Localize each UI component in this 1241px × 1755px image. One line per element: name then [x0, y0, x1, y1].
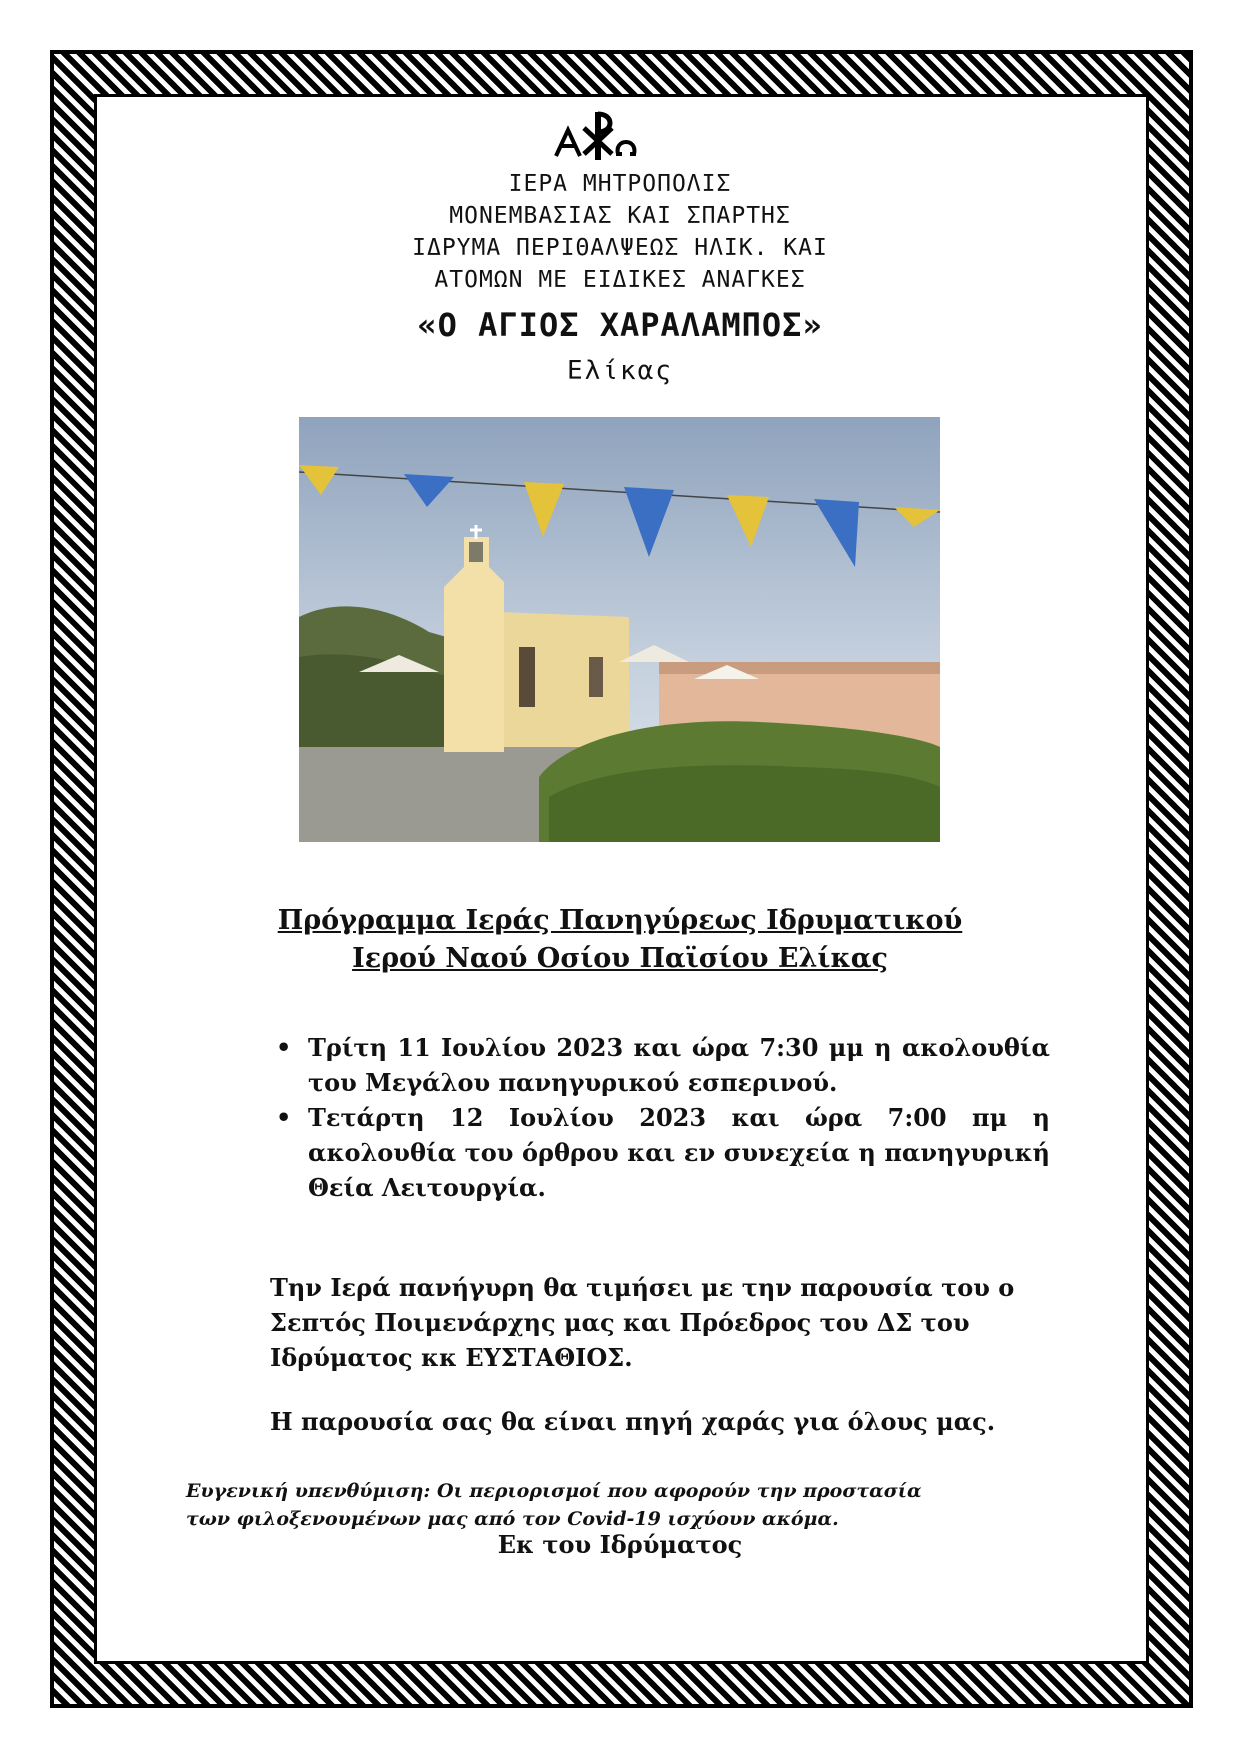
note-line: των φιλοξενουμένων μας από τον Covid-19 ισχύουν ακόμα.	[186, 1508, 839, 1530]
bullet-icon: •	[276, 1033, 292, 1062]
program-title-line: Ιερού Ναού Οσίου Παϊσίου Ελίκας	[352, 943, 888, 974]
signature: Εκ του Ιδρύματος	[497, 1530, 743, 1559]
chapel-with-flags-photo	[299, 417, 940, 842]
header-line: ΙΔΡΥΜΑ ΠΕΡΙΘΑΛΨΕΩΣ ΗΛΙΚ. ΚΑΙ	[412, 235, 828, 261]
program-title	[120, 902, 1120, 978]
list-item	[270, 1030, 1050, 1100]
celtic-border	[50, 50, 1193, 1708]
list-item	[270, 1100, 1050, 1205]
event-list	[270, 1030, 1050, 1205]
event-text: Τετάρτη 12 Ιουλίου 2023 και ώρα 7:00 πμ η ακολουθία του όρθρου και εν συνεχεία η πανηγυρική Θεία Λειτουργία.	[308, 1103, 1050, 1202]
institution-title: «Ο ΑΓΙΟΣ ΧΑΡΑΛΑΜΠΟΣ»	[417, 306, 823, 344]
closing-paragraph: Η παρουσία σας θα είναι πηγή χαράς για όλους μας.	[270, 1407, 996, 1436]
bullet-icon: •	[276, 1103, 292, 1132]
header-line: ΙΕΡΑ ΜΗΤΡΟΠΟΛΙΣ	[508, 171, 732, 197]
covid-reminder-note	[186, 1477, 1066, 1533]
header-block	[120, 168, 1120, 296]
note-line: Ευγενική υπενθύμιση: Οι περιορισμοί που αφορούν την προστασία	[186, 1480, 922, 1502]
header-line: ΑΤΟΜΩΝ ΜΕ ΕΙΔΙΚΕΣ ΑΝΑΓΚΕΣ	[434, 267, 806, 293]
chi-rho-alpha-omega-icon	[548, 108, 648, 164]
header-line: ΜΟΝΕΜΒΑΣΙΑΣ ΚΑΙ ΣΠΑΡΤΗΣ	[449, 203, 791, 229]
program-title-line: Πρόγραμμα Ιεράς Πανηγύρεως Ιδρυματικού	[277, 905, 963, 936]
announcement-paragraph: Την Ιερά πανήγυρη θα τιμήσει με την παρουσία του ο Σεπτός Ποιμενάρχης μας και Πρόεδρος του ΔΣ του Ιδρύματος κκ ΕΥΣΤΑΘΙΟΣ.	[270, 1273, 1015, 1372]
event-text: Τρίτη 11 Ιουλίου 2023 και ώρα 7:30 μμ η ακολουθία του Μεγάλου πανηγυρικού εσπερινού.	[308, 1033, 1050, 1097]
place-name: Ελίκας	[567, 356, 673, 386]
